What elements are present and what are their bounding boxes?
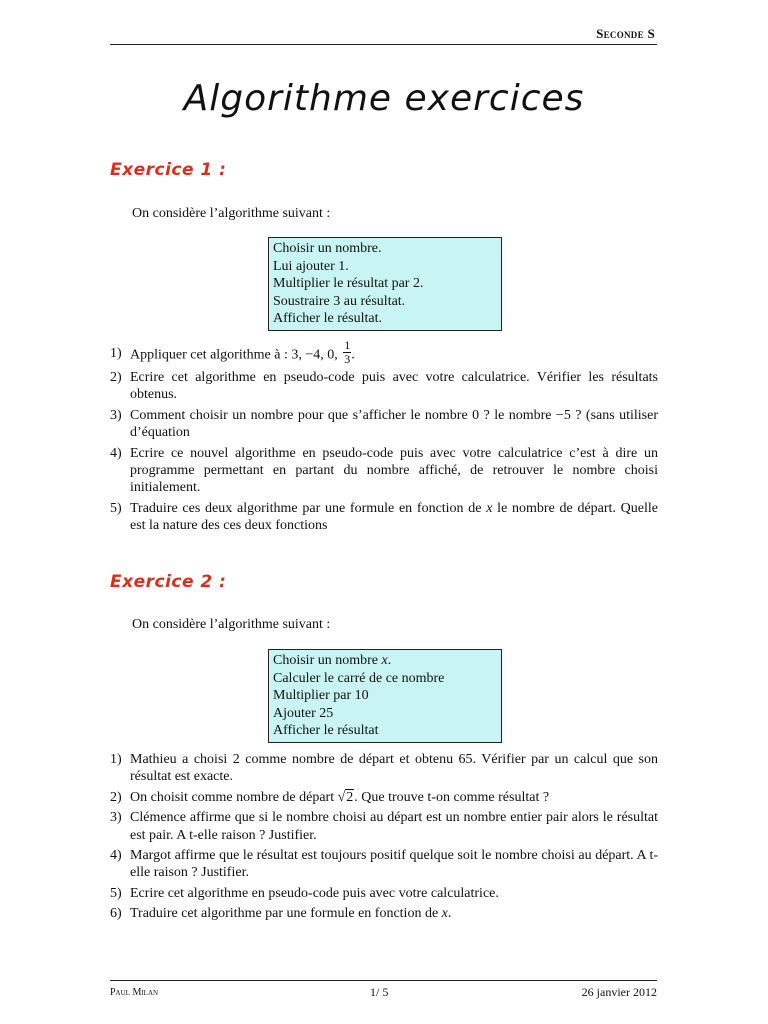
exercise-1-algorithm-box [268,237,502,331]
footer-date: 26 janvier 2012 [581,985,657,999]
exercise-1-questions [110,338,658,538]
question-item: 1) Appliquer cet algorithme à : 3, −4, 0, $\frac{1}{3}$ . [110,338,355,366]
algorithm-line: Multiplier par 10 [273,688,369,704]
algorithm-line: Choisir un nombre x. [273,653,392,668]
exercise-2-algorithm-box [268,649,502,743]
class-label: Seconde S [596,26,655,41]
algorithm-line: Calculer le carré de ce nombre [273,670,445,686]
question-item: 2) On choisit comme nombre de départ √2. Que trouve t-on comme résultat ? [110,789,550,805]
algorithm-line: Multiplier le résultat par 2. [273,276,424,292]
exercise-1-intro: On considère l’algorithme suivant : [132,206,331,221]
question-item: 6) Traduire cet algorithme par une formule en fonction de x. [110,906,452,922]
algorithm-line: Ajouter 25 [273,705,334,721]
question-item: 2) Ecrire cet algorithme en pseudo-code puis avec votre calculatrice. Vérifier les résultats obtenus. [110,370,658,403]
question-item: 5) Traduire ces deux algorithme par une formule en fonction de x le nombre de départ. Quelle est la nature des ces deux fonctions [110,500,658,534]
page-title: Algorithme exercices [183,78,585,119]
exercise-1-title: Exercice 1 : [110,160,227,180]
algorithm-line: Afficher le résultat [273,723,379,739]
algorithm-line: Choisir un nombre. [273,241,382,256]
exercise-2-questions [110,751,658,926]
algorithm-line: Lui ajouter 1. [273,258,349,274]
algorithm-line: Afficher le résultat. [273,311,382,327]
page-footer [110,980,657,1001]
question-item: 1) Mathieu a choisi 2 comme nombre de départ et obtenu 65. Vérifier par un calcul que son résultat est exacte. [110,752,658,785]
fraction: $\frac{1}{3}$ [344,338,351,366]
footer-author: Paul Milan [110,987,159,998]
algorithm-line: Soustraire 3 au résultat. [273,293,406,309]
square-root: √2 [337,789,354,805]
question-item: 4) Margot affirme que le résultat est toujours positif quelque soit le nombre choisi au départ. A t-elle raison ? Justifier. [110,848,658,881]
exercise-2-intro: On considère l’algorithme suivant : [132,617,331,632]
question-item: 4) Ecrire ce nouvel algorithme en pseudo-code puis avec votre calculatrice c’est à dire un programme permettant en partant du nombre affiché, de retrouver le nombre choisi initialement. [110,445,658,496]
exercise-2-title: Exercice 2 : [110,572,227,592]
question-item: 3) Clémence affirme que si le nombre choisi au départ est un nombre entier pair alors le résultat est pair. A t-elle raison ? Justifier. [110,810,658,843]
question-item: 5) Ecrire cet algorithme en pseudo-code puis avec votre calculatrice. [110,885,499,901]
question-item: 3) Comment choisir un nombre pour que s’afficher le nombre 0 ? le nombre −5 ? (sans utiliser d’équation [110,407,658,441]
footer-page-number: 1/ 5 [370,985,389,999]
page-header [110,22,657,45]
